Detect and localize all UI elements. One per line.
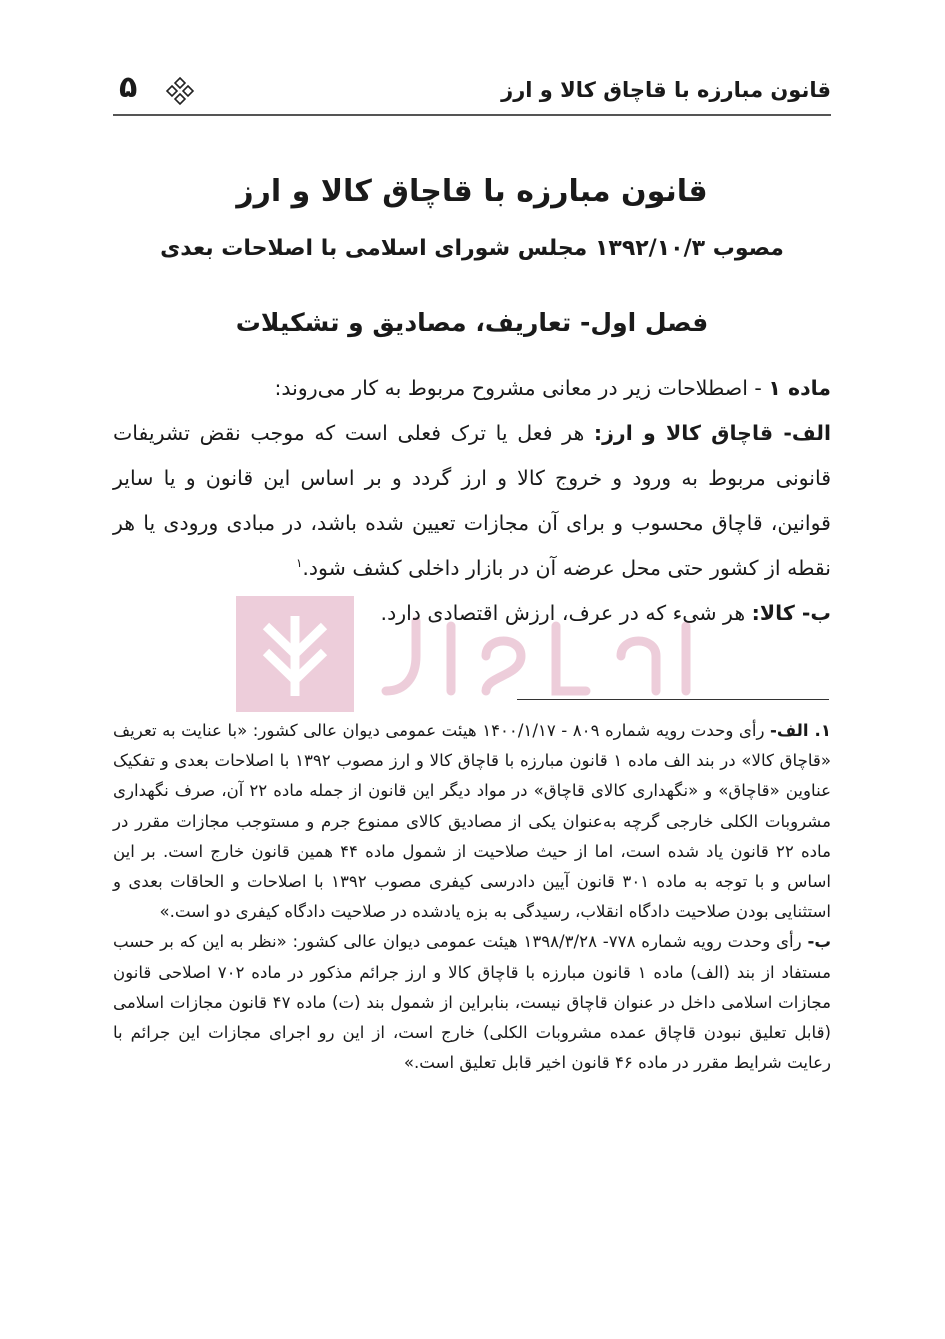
footnote-label: ب- bbox=[807, 932, 832, 952]
clause-b bbox=[113, 591, 831, 636]
article-label: ماده ۱ bbox=[768, 376, 831, 400]
header-title: قانون مبارزه با قاچاق کالا و ارز bbox=[501, 78, 831, 102]
page-number: ۵ bbox=[119, 70, 138, 105]
clause-a-text: هر فعل یا ترک فعلی است که موجب نقض تشریفات قانونی مربوط به ورود و خروج کالا و ارز گردد و بر اساس این قانون و یا سایر قوانین، قاچاق محسوب و برای آن مجازات تعیین شده باشد، در مبادی ورودی یا هر نقطه از کشور حتی محل عرضه آن در بازار داخلی کشف شود. bbox=[113, 421, 831, 580]
footnote-1b bbox=[113, 927, 831, 1078]
footnote-label: ۱. الف- bbox=[769, 721, 831, 740]
diamond-ornament-icon bbox=[163, 76, 197, 106]
footnote-text: رأی وحدت رویه شماره ۷۷۸- ۱۳۹۸/۳/۲۸ هیئت عمومی دیوان عالی کشور: «نظر به این که بر حسب مستفاد از بند (الف) ماده ۱ قانون مبارزه با قاچاق کالا و ارز جرائم مذکور در ماده ۷۰۲ اصلاحی قانون مجازات اسلامی داخل در عنوان قاچاق نیست، بنابراین از شمول بند (ت) ماده ۴۷ قانون مجازات اسلامی (قابل تعلیق نبودن قاچاق عمده مشروبات الکلی) خارج است، از این رو اجرای مجازات این جرائم با رعایت شرایط مقرر در ماده ۴۶ قانون اخیر قابل تعلیق است.» bbox=[113, 932, 831, 1073]
law-title: قانون مبارزه با قاچاق کالا و ارز bbox=[236, 174, 708, 209]
footnote-1a bbox=[113, 716, 831, 927]
clause-a-label: الف- قاچاق کالا و ارز: bbox=[593, 421, 831, 445]
footnote-separator bbox=[517, 699, 829, 700]
clause-a bbox=[113, 411, 831, 591]
chapter-heading: فصل اول- تعاریف، مصادیق و تشکیلات bbox=[235, 308, 709, 337]
footnote-ref[interactable]: ۱ bbox=[295, 556, 303, 571]
clause-b-text: هر شیء که در عرف، ارزش اقتصادی دارد. bbox=[380, 601, 752, 625]
article-1 bbox=[113, 366, 831, 411]
clause-b-label: ب- کالا: bbox=[751, 601, 831, 625]
footnote-text: رأی وحدت رویه شماره ۸۰۹ - ۱۴۰۰/۱/۱۷ هیئت عمومی دیوان عالی کشور: «با عنایت به تعریف «قاچاق کالا» در بند الف ماده ۱ قانون مبارزه با قاچاق کالا و ارز مصوب ۱۳۹۲ با اصلاحات بعدی و تفکیک عناوین «قاچاق» و «نگهداری کالای قاچاق» در مواد دیگر این قانون از جمله ماده ۲۲ آن، صرف نگهداری مشروبات الکلی خارجی گرچه به‌عنوان یکی از مصادیق کالای ممنوع جرم و مستوجب مجازات مقرر در ماده ۲۲ قانون یاد شده است، اما از حیث صلاحیت از شمول ماده ۴۴ همین قانون خارج است. بر این اساس و با توجه به ماده ۳۰۱ قانون آیین دادرسی کیفری مصوب ۱۳۹۲ با اصلاحات و الحاقات بعدی و استثنایی بودن صلاحیت دادگاه انقلاب، رسیدگی به بزه یادشده در صلاحیت دادگاه کیفری دو است.» bbox=[113, 721, 831, 922]
footnotes bbox=[113, 716, 831, 1078]
body-text bbox=[113, 366, 831, 636]
running-header bbox=[113, 68, 831, 116]
law-subtitle: مصوب ۱۳۹۲/۱۰/۳ مجلس شورای اسلامی با اصلاحات بعدی bbox=[160, 236, 784, 261]
article-text: - اصطلاحات زیر در معانی مشروح مربوط به کار می‌روند: bbox=[274, 376, 769, 400]
header-rule bbox=[113, 114, 831, 116]
